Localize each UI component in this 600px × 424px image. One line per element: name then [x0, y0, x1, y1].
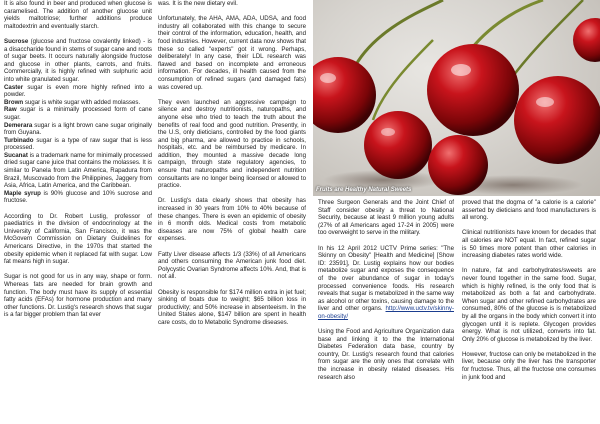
term-text: is a trademark name for minimally processed dried sugar cane juice that contains the molasses. It is similar to Panela from Latin America, Rapadura from Brazil, Muscovado from the Philippines, Jaggery from Asia, Africa, Latin America, and the Caribbean. — [4, 151, 152, 190]
term-sucrose: Sucrose — [4, 37, 29, 45]
paragraph: They even launched an aggressive campaign to silence and destroy nutritionists, naturopaths, and anyone else who tried to teach the truth about the benefits of real food and good nutrition. Presently, in the U.S, only dieticians, controlled by the food giants and big pharma, are allowed to practice in schools, hospitals, etc. and be reimbursed by medicare. In addition, they mounted a massive decade long campaign, through state regulatory agencies, to ensure that naturopaths and independent nutrition consultants are no longer being licensed or allowed to practice. — [158, 98, 306, 190]
paragraph: Three Surgeon Generals and the Joint Chief of Staff consider obesity a threat to National Security, because at least 9 million young adults (27% of all Americans aged 17-24 in 2005) were too overweight to serve in the military. — [318, 199, 454, 237]
paragraph-with-link — [318, 245, 454, 321]
paragraph: Clinical nutritionists have known for decades that all calories are NOT equal. In fact, refined sugar is 50 times more potent than other calories in increasing diabetes rates world wide. — [462, 229, 596, 260]
paragraph: Sugar is not good for us in any way, shape or form. Whereas fats are needed for brain growth and function. The body must have its supply of essential fatty acids (EFAs) for hormone production and many other functions. Dr. Lustig's research shows that sugar is a far bigger problem than fat ever — [4, 273, 152, 319]
paragraph: Fatty Liver disease affects 1/3 (33%) of all Americans and others consuming the American junk food diet. Polycystic Ovarian Syndrome affects 10%. And, that is not all. — [158, 250, 306, 281]
term-demerara: Demerara — [4, 121, 33, 129]
text-column-4 — [462, 199, 596, 389]
term-maple-syrup: Maple syrup — [4, 189, 41, 197]
text-column-1 — [4, 0, 152, 327]
term-brown: Brown — [4, 98, 24, 106]
term-text: (glucose and fructose covalently linked) - is a disaccharide found in stems of sugar cane and roots of sugar beets. It occurs naturally alongside fructose and glucose in other plants, carrots, and fruits. Commercially, it is highly refined with sulphuric acid into white granulated sugar. — [4, 37, 152, 83]
photo-caption: Fruits are Healthy Natural Sweets — [316, 187, 412, 193]
paragraph: Unfortunately, the AHA, AMA, ADA, UDSA, and food industry all collaborated with this change to secure their control of the information, education, health, and food industries. However, current data now shows that these so called "experts" got it wrong. Perhaps, deliberately! In any case, their LDL research was flawed and based on incomplete and erroneous information. For decades, ill health caused from the consumption of refined sugars (and damaged fats) was covered up. — [158, 15, 306, 91]
term-caster: Caster — [4, 83, 24, 91]
paragraph: proved that the dogma of "a calorie is a calorie" asserted by dieticians and food manufacturers is all wrong. — [462, 199, 596, 222]
paragraph: Dr. Lustig's data clearly shows that obesity has increased in 30 years from 10% to 40% because of these changes. There is even an epidemic of obesity in 6 month olds. Medical costs from metabolic diseases are now 75% of global health care expenses. — [158, 197, 306, 243]
term-raw: Raw — [4, 106, 17, 114]
paragraph: was. It is the new dietary evil. — [158, 0, 238, 7]
term-text: sugar is a minimally processed form of cane sugar. — [4, 106, 152, 121]
paragraph: It is also found in beer and produced when glucose is caramelised. The addition of another glucose unit yields maltotriose; further additions produce maltodextrin and eventually starch. — [4, 0, 152, 30]
term-text: is 90% glucose and 10% sucrose and fructose. — [4, 189, 152, 205]
term-sucanat: Sucanat — [4, 151, 28, 159]
text-column-3 — [318, 199, 454, 389]
term-text: sugar is a type of raw sugar that is less processed. — [4, 136, 152, 152]
paragraph-sugar-types — [4, 38, 152, 205]
term-text: sugar is even more highly refined into a powder. — [4, 83, 152, 99]
cherries-illustration — [313, 0, 600, 196]
term-turbinado: Turbinado — [4, 136, 34, 144]
paragraph: Using the Food and Agriculture Organization data base and linking it to the the International Diabetes Federation data base, country by country, Dr. Lustig's research found that calories from sugar are the only ones that correlate with the increase in obesity related diseases. His research also — [318, 328, 454, 381]
paragraph: In nature, fat and carbohydrates/sweets are never found together in the same food. Sugar, which is highly refined, is the only food that is metabolized as both a fat and carbohydrate. When sugar and other refined carbohydrates are consumed, 80% of the glucose is is metabolized by all the organs in the body which convert it into glycogen until it is replete. Glycogen provides energy. What is not utilized, converts into fat. Only 20% of glucose is metabolized by the liver. — [462, 267, 596, 343]
paragraph: According to Dr. Robert Lustig, professor of paediatrics in the division of endocrinology at the University of California, San Francisco, it was the McGovern Commission on Dietary Guidelines for Americans Directive, in the 1970s that started the obesity epidemic when it replaced fat with sugar. Low fat means high in sugar. — [4, 212, 152, 266]
text-column-2 — [158, 0, 306, 334]
paragraph: Obesity is responsible for $174 million extra in jet fuel; sinking of boats due to weight; $65 billion loss in productivity; and 50% increase in absenteeism. In the United States alone, $147 billion are spent in health care costs, do to Metabolic Syndrome diseases. — [158, 288, 306, 326]
cherries-photo — [313, 0, 600, 196]
paragraph-text: In his 12 April 2012 UCTV Prime series: "The Skinny on Obesity" [Health and Medicine] [Show ID: 23591], Dr. Lustig explains how our bodies metabolize sugar and exposes the consequence of the over abundance of sugar in today's processed convenience foods. His research reveals that sugar is metabolized in the same way as alcohol or other toxins, causing damage to the liver and other organs. — [318, 244, 454, 313]
paragraph: However, fructose can only be metabolized in the liver, because only the liver has the transporter for fructose. Thus, all the fructose one consumes in junk food and — [462, 350, 596, 381]
uctv-link[interactable]: http://www.uctv.tv/skinny-on-obesity/ — [318, 305, 454, 320]
term-text: sugar is white sugar with added molasses. — [23, 98, 141, 106]
term-text: sugar is a light brown cane sugar originally from Guyana. — [4, 121, 152, 137]
